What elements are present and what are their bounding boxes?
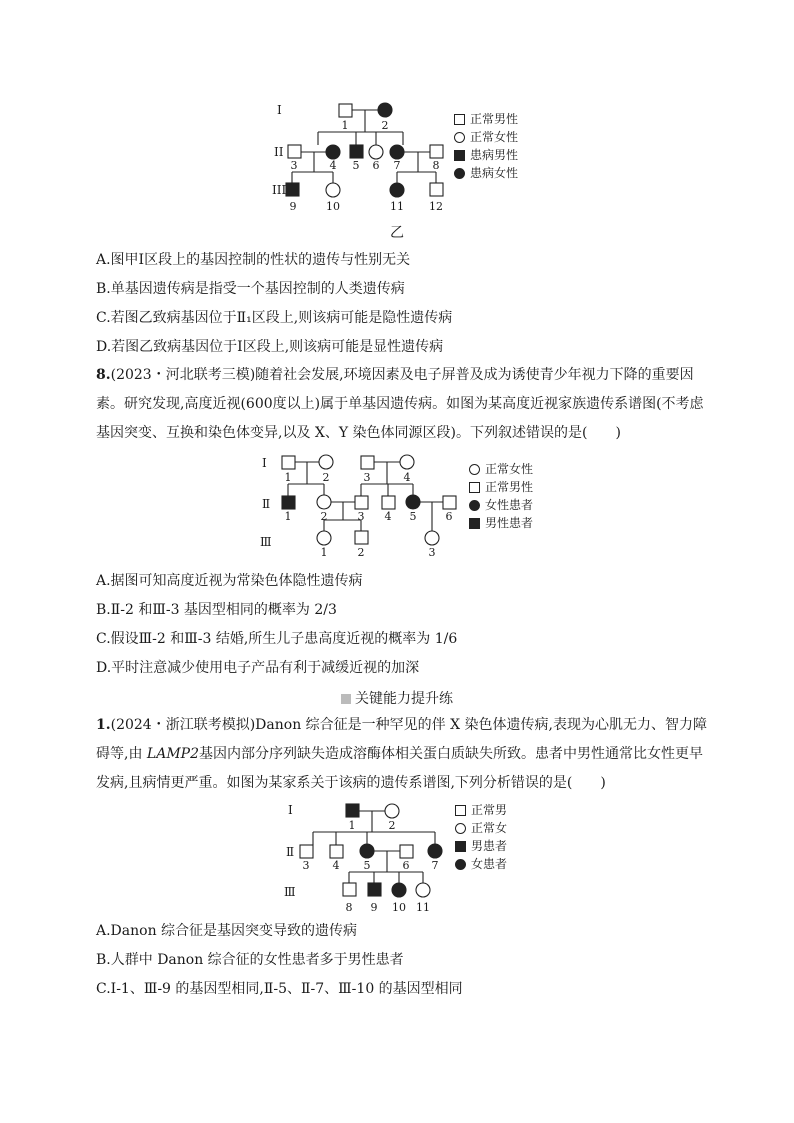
yi-id: 10 [326,200,340,213]
yi-id: 2 [381,119,389,132]
q1-id: 5 [363,859,371,872]
q8-id: 4 [384,510,392,523]
q8-id: 3 [357,510,365,523]
q1-id: 10 [392,901,406,914]
q1-III-11-normal-female [416,883,430,897]
yi-gen-1: I [277,103,282,117]
q7-option-c: C.若图乙致病基因位于Ⅱ₁区段上,则该病可能是隐性遗传病 [96,310,453,326]
legend-label: 患病男性 [470,148,519,162]
q1-II-7-affected-female [428,844,442,858]
legend-label: 男患者 [471,839,508,853]
q8-id: 6 [445,510,453,523]
legend-label: 正常女 [471,821,508,835]
q1-id: 11 [416,901,430,914]
q1-II-5-affected-female [360,844,374,858]
q1-gen-1: Ⅰ [288,803,293,817]
legend-affected-female-icon [455,859,466,870]
q1-id: 1 [348,819,356,832]
yi-id: 4 [329,159,337,172]
legend-label: 患病女性 [470,166,519,180]
q7-option-b: B.单基因遗传病是指受一个基因控制的人类遗传病 [96,281,405,297]
legend-label: 男性患者 [485,516,534,530]
yi-id: 7 [393,159,401,172]
q1-I-2-normal-female [385,804,399,818]
q8-id: 3 [428,546,436,559]
q8-gen-3: Ⅲ [260,535,272,549]
q1-id: 8 [345,901,353,914]
q1-II-6-normal-male [400,845,413,858]
legend-affected-male-icon [455,841,466,852]
q8-id: 4 [403,471,411,484]
yi-id: 8 [432,159,440,172]
q1-III-9-affected-male [368,883,381,896]
yi-id: 11 [390,200,404,213]
legend-label: 女患者 [471,857,508,871]
q8-id: 1 [284,471,292,484]
q1-option-b: B.人群中 Danon 综合征的女性患者多于男性患者 [96,952,404,968]
q8-id: 2 [320,510,328,523]
legend-label: 正常男性 [470,112,519,126]
q1-II-3-normal-male [300,845,313,858]
legend-label: 正常女性 [470,130,519,144]
q8-number: 8. [96,367,111,383]
q1-text-b: 基因内部分序列缺失造成溶酶体相关蛋白质缺失所致。患者中男性通常比女性更早发病,且病情更严重。如图为某家系关于该病的遗传系谱图,下列分析错误的是( ) [96,746,703,791]
q8-id: 2 [322,471,330,484]
yi-gen-2: II [274,145,284,159]
q7-option-a: A.图甲Ⅰ区段上的基因控制的性状的遗传与性别无关 [96,252,411,268]
q1-id: 9 [370,901,378,914]
q8-option-a: A.据图可知高度近视为常染色体隐性遗传病 [96,573,363,589]
yi-id: 3 [290,159,298,172]
yi-id: 6 [372,159,380,172]
q1-II-4-normal-male [330,845,343,858]
q1-id: 2 [388,819,396,832]
section-title-text: 关键能力提升练 [355,691,453,707]
q1-option-c: C.Ⅰ-1、Ⅲ-9 的基因型相同,Ⅱ-5、Ⅱ-7、Ⅲ-10 的基因型相同 [96,981,463,997]
q1-III-8-normal-male [343,883,356,896]
q1-id: 4 [332,859,340,872]
q7-option-d: D.若图乙致病基因位于Ⅰ区段上,则该病可能是显性遗传病 [96,339,444,355]
q8-gen-2: Ⅱ [262,497,271,511]
q8-option-c: C.假设Ⅲ-2 和Ⅲ-3 结婚,所生儿子患高度近视的概率为 1/6 [96,631,458,647]
legend-normal-female-icon [455,823,466,834]
q1-III-10-affected-female [392,883,406,897]
q1-I-1-affected-male [346,804,359,817]
q8-option-d: D.平时注意减少使用电子产品有利于减缓近视的加深 [96,660,420,676]
q8-gen-1: Ⅰ [262,456,267,470]
legend-label: 女性患者 [485,498,534,512]
q8-option-b: B.Ⅱ-2 和Ⅲ-3 基因型相同的概率为 2/3 [96,602,337,618]
yi-id: 1 [341,119,349,132]
q8-id: 5 [409,510,417,523]
q1-option-a: A.Danon 综合征是基因突变导致的遗传病 [96,923,358,939]
q1-id: 3 [302,859,310,872]
yi-caption: 乙 [390,225,404,241]
q1-id: 6 [402,859,410,872]
q1-gen-2: Ⅱ [286,845,295,859]
yi-id: 12 [429,200,443,213]
q8-id: 3 [363,471,371,484]
yi-gen-3: III [272,183,287,197]
legend-label: 正常男性 [485,480,534,494]
q8-id: 2 [357,546,365,559]
q1-id: 7 [431,859,439,872]
legend-label: 正常女性 [485,462,534,476]
q1-number: 1. [96,717,111,733]
q1-gen-3: Ⅲ [284,885,296,899]
q1-text-a: (2024・浙江联考模拟)Danon 综合征是一种罕见的伴 X 染色体遗传病,表现为心肌无力、智力障碍等,由 [96,717,707,762]
q8-id: 1 [284,510,292,523]
legend-q1 [455,801,507,873]
q8-text: (2023・河北联考三模)随着社会发展,环境因素及电子屏普及成为诱使青少年视力下降的重要因素。研究发现,高度近视(600度以上)属于单基因遗传病。如图为某高度近视家族遗传系谱图(不考虑基因突变、互换和染色体变异,以及 X、Y 染色体同源区段)。下列叙述错误的是( ) [96,367,704,441]
yi-id: 5 [352,159,360,172]
legend-normal-male-icon [455,805,466,816]
legend-label: 正常男 [471,803,508,817]
q8-id: 1 [320,546,328,559]
yi-id: 9 [289,200,297,213]
q1-gene-name: LAMP2 [146,746,199,762]
